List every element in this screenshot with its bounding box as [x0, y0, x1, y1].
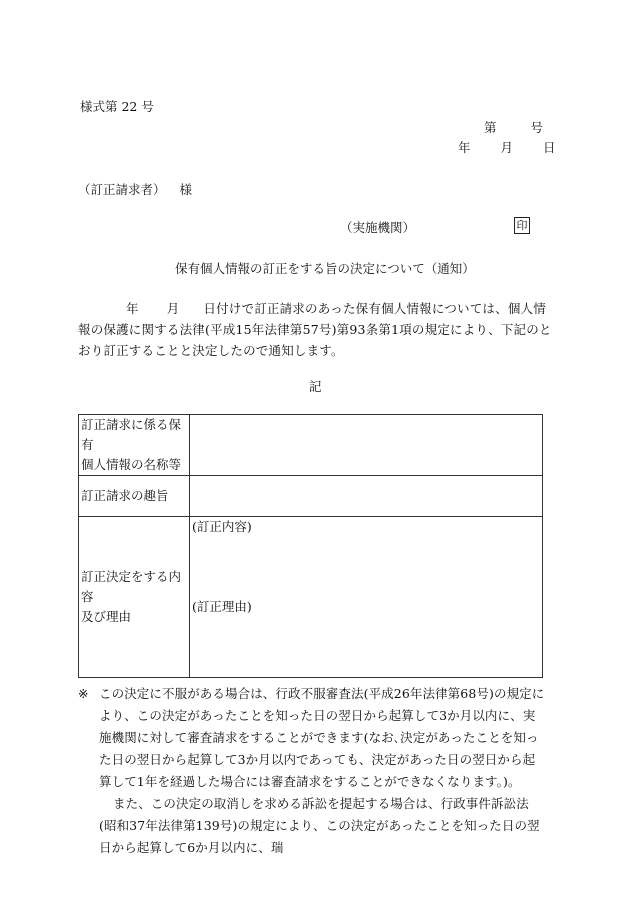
- ki-heading: 記: [309, 379, 322, 394]
- row3-label-line2: 及び理由: [81, 609, 132, 624]
- issue-date-day: 日: [543, 140, 556, 155]
- row2-label: 訂正請求の趣旨: [81, 488, 169, 503]
- table-label-cell: [79, 476, 190, 517]
- note-paragraph-1: この決定に不服がある場合は、行政不服審査法(平成26年法律第68号)の規定により、この決定があったことを知った日の翌日から起算して3か月以内に、実施機関に対して審査請求をすることができます(なお､決定があったことを知った日の翌日から起算して3か月以内であっても、決定があった日の翌日から起算して1年を経過した場合には審査請求をすることができなくなります。)。: [99, 686, 545, 789]
- table-row: [79, 415, 543, 476]
- agency-label: （実施機関）: [340, 220, 416, 235]
- correction-content-label: (訂正内容): [192, 519, 252, 534]
- form-number: 様式第 22 号: [80, 99, 154, 114]
- addressee: [78, 180, 192, 198]
- addressee-honorific: 様: [179, 182, 193, 197]
- table-row: [79, 476, 543, 517]
- row1-label-line2: 個人情報の名称等: [81, 457, 182, 472]
- body-text: 日付けで訂正請求のあった保有個人情報については、個人情報の保護に関する法律(平成15年法律第57号)第93条第1項の規定により、下記のとおり訂正することと決定したので通知します。: [78, 301, 552, 358]
- note-mark: ※: [78, 686, 89, 701]
- table-row: [79, 517, 543, 678]
- table-value-cell: [190, 517, 543, 678]
- issue-date: [458, 138, 556, 156]
- notes: [78, 683, 546, 859]
- document-title: 保有個人情報の訂正をする旨の決定について（通知）: [175, 261, 475, 276]
- detail-table: [78, 414, 543, 678]
- row3-label-line1: 訂正決定をする内容: [81, 569, 182, 604]
- addressee-name: （訂正請求者）: [78, 182, 166, 197]
- table-value-cell: [190, 476, 543, 517]
- body-year: 年: [126, 301, 139, 316]
- issue-number: [484, 118, 543, 136]
- table-label-cell: [79, 415, 190, 476]
- correction-reason-label: (訂正理由): [192, 599, 252, 614]
- issue-number-prefix: 第: [484, 120, 497, 135]
- row1-label-line1: 訂正請求に係る保有: [81, 417, 182, 452]
- issue-date-month: 月: [500, 140, 514, 155]
- note-paragraph-2: また、この決定の取消しを求める訴訟を提起する場合は、行政事件訴訟法(昭和37年法律第139号)の規定により、この決定があったことを知った日の翌日から起算して6か月以内に、瑞: [99, 796, 540, 855]
- body-paragraph: [78, 298, 552, 361]
- body-month: 月: [166, 301, 180, 316]
- seal-stamp: 印: [514, 217, 530, 234]
- table-value-cell: [190, 415, 543, 476]
- issue-number-suffix: 号: [530, 120, 544, 135]
- issue-date-year: 年: [458, 140, 471, 155]
- table-label-cell: [79, 517, 190, 678]
